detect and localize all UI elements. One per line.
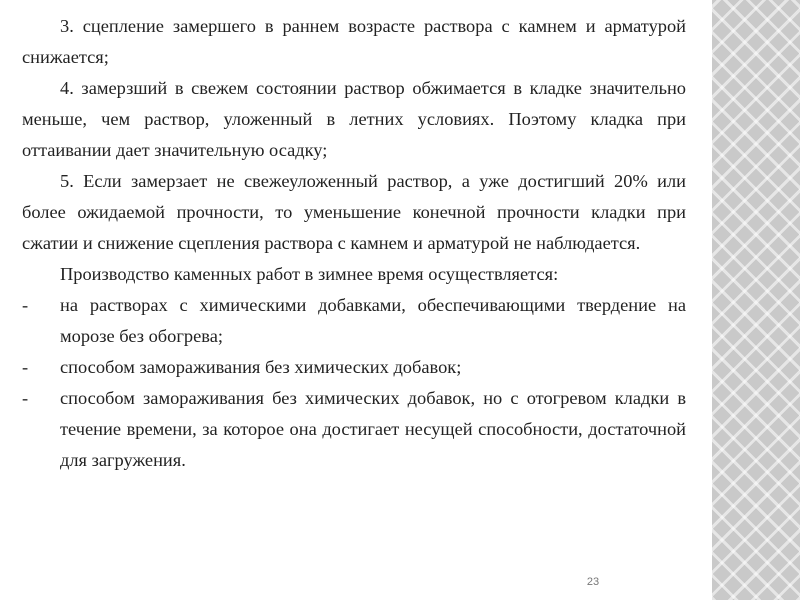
dash-marker: - (22, 388, 29, 408)
list-item (22, 290, 686, 352)
list-item-text: способом замораживания без химических добавок; (60, 357, 462, 377)
list-item-text: способом замораживания без химических добавок, но с отогревом кладки в течение времени, за которое она достигает несущей способности, достаточной для загружения. (60, 388, 686, 470)
methods-list (22, 290, 686, 476)
list-item (22, 352, 686, 383)
paragraph-5: 5. Если замерзает не свежеуложенный раствор, а уже достигший 20% или более ожидаемой прочности, то уменьшение конечной прочности кладки при сжатии и снижение сцепления раствора с камнем и арматурой не наблюдается. (22, 171, 686, 253)
dash-marker: - (22, 357, 29, 377)
list-intro: Производство каменных работ в зимнее время осуществляется: (60, 264, 559, 284)
list-item-text: на растворах с химическими добавками, обеспечивающими твердение на морозе без обогрева; (60, 295, 686, 346)
slide-text (22, 11, 686, 476)
list-item (22, 383, 686, 476)
decorative-side-band (712, 0, 800, 600)
paragraph-4: 4. замерзший в свежем состоянии раствор обжимается в кладке значительно меньше, чем раствор, уложенный в летних условиях. Поэтому кладка при оттаивании дает значительную осадку; (22, 78, 686, 160)
dash-marker: - (22, 295, 29, 315)
page-number: 23 (586, 576, 600, 588)
paragraph-3: 3. сцепление замершего в раннем возрасте раствора с камнем и арматурой снижается; (22, 16, 686, 67)
